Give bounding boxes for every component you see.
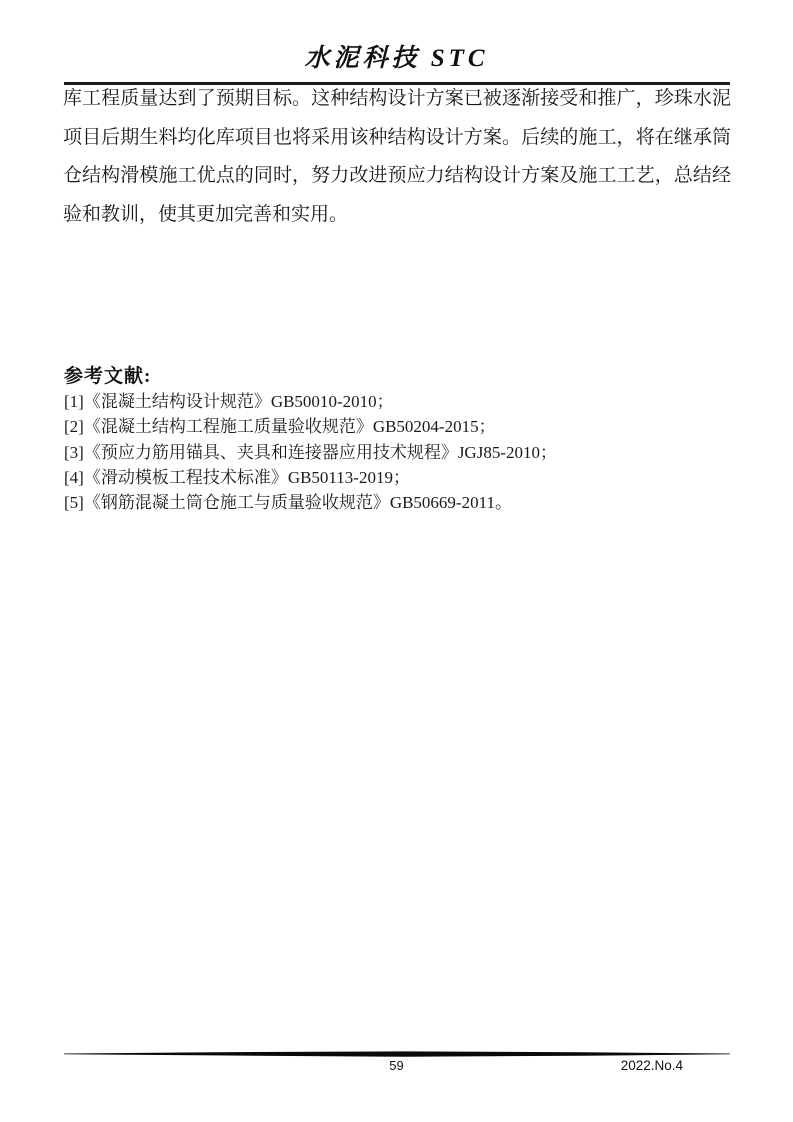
references-heading: 参考文献: <box>64 366 152 387</box>
journal-title: 水泥科技 STC <box>304 45 489 72</box>
references-list <box>64 389 732 515</box>
body-paragraph <box>63 80 731 234</box>
paragraph-line: 验和教训，使其更加完善和实用。 <box>63 203 349 225</box>
reference-item: [4]《滑动模板工程技术标准》GB50113-2019； <box>64 467 410 487</box>
footer-rule <box>64 1051 730 1057</box>
reference-item: [3]《预应力筋用锚具、夹具和连接器应用技术规程》JGJ85-2010； <box>64 442 557 462</box>
paragraph-line: 库工程质量达到了预期目标。这种结构设计方案已被逐渐接受和推广，珍珠水泥 <box>63 88 731 109</box>
paragraph-line: 仓结构滑模施工优点的同时，努力改进预应力结构设计方案及施工工艺，总结经 <box>63 165 731 187</box>
reference-item: [5]《钢筋混凝土筒仓施工与质量验收规范》GB50669-2011。 <box>64 493 512 513</box>
footer-page-number: 59 <box>389 1058 404 1073</box>
reference-item: [2]《混凝土结构工程施工质量验收规范》GB50204-2015； <box>64 417 496 437</box>
footer-issue-label: 2022.No.4 <box>620 1058 683 1073</box>
paragraph-line: 项目后期生料均化库项目也将采用该种结构设计方案。后续的施工，将在继承筒 <box>63 126 731 148</box>
reference-item: [1]《混凝土结构设计规范》GB50010-2010； <box>64 392 394 411</box>
